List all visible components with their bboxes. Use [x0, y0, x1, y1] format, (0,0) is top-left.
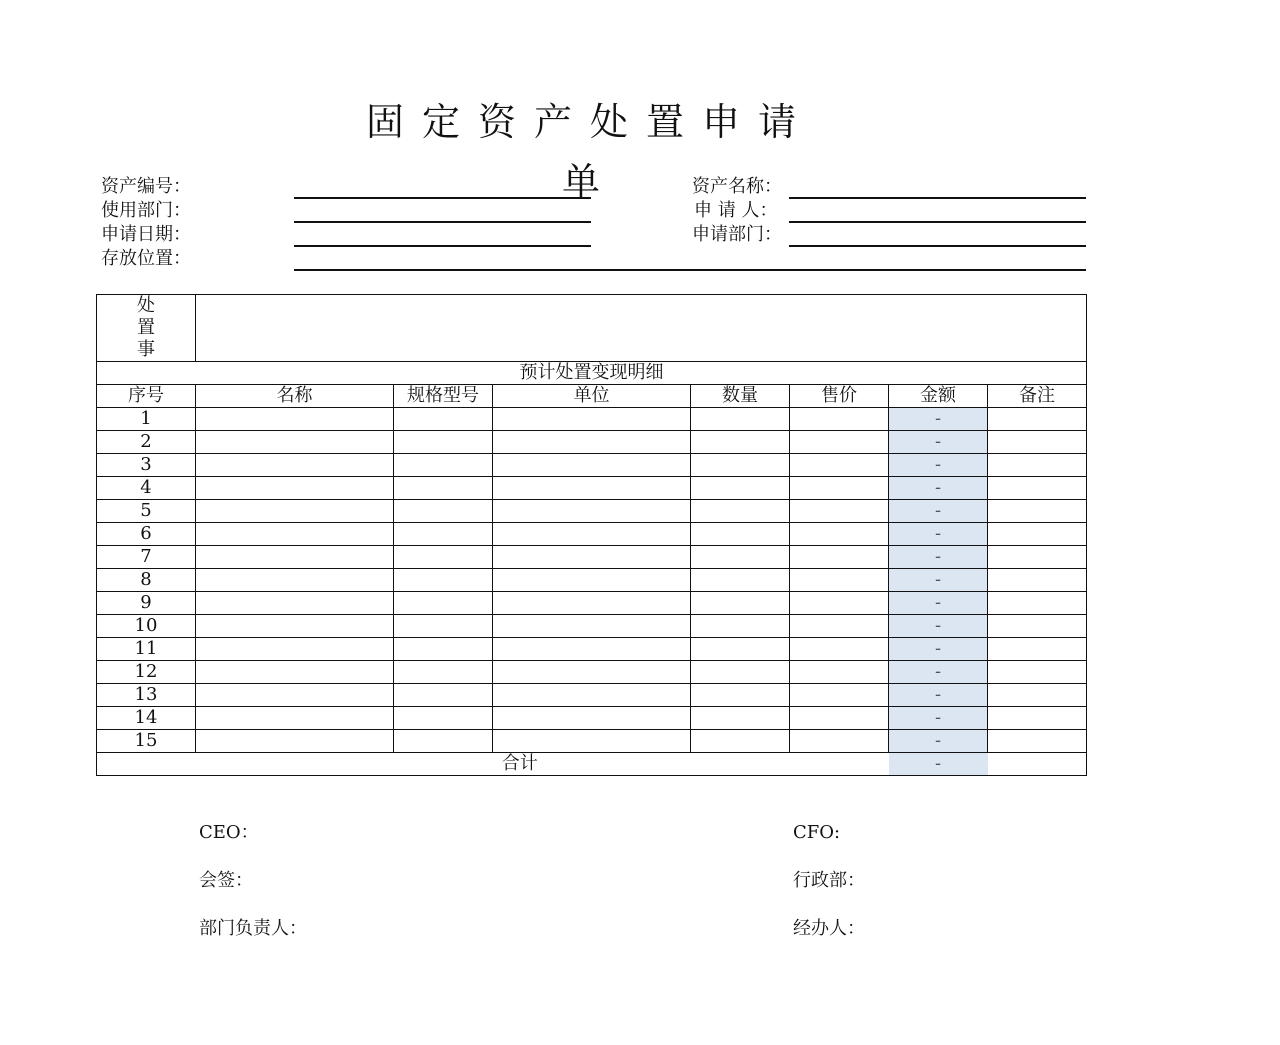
row-name-cell[interactable]: [196, 454, 394, 477]
row-price-cell[interactable]: [790, 661, 889, 684]
row-name-cell[interactable]: [196, 431, 394, 454]
row-spec-cell[interactable]: [394, 569, 493, 592]
col-header-unit: 单位: [493, 385, 691, 408]
using-department-field[interactable]: [294, 221, 591, 223]
table-row: [97, 454, 1087, 477]
row-spec-cell[interactable]: [394, 500, 493, 523]
row-price-cell[interactable]: [790, 454, 889, 477]
row-price-cell[interactable]: [790, 707, 889, 730]
form-title: 固定资产处置申请单: [365, 100, 814, 204]
disposal-matter-label: 处 置 事: [97, 295, 196, 362]
row-quantity-cell[interactable]: [691, 707, 790, 730]
row-remark-cell[interactable]: [988, 500, 1087, 523]
row-name-cell[interactable]: [196, 684, 394, 707]
row-unit-cell[interactable]: [493, 661, 691, 684]
table-row: [97, 500, 1087, 523]
cfo-signature-label: CFO:: [793, 822, 841, 843]
row-price-cell[interactable]: [790, 408, 889, 431]
row-unit-cell[interactable]: [493, 684, 691, 707]
row-remark-cell[interactable]: [988, 523, 1087, 546]
row-amount-cell: -: [889, 546, 988, 569]
row-unit-cell[interactable]: [493, 408, 691, 431]
row-price-cell[interactable]: [790, 569, 889, 592]
disposal-detail-table: [96, 294, 1087, 776]
application-date-field[interactable]: [294, 245, 591, 247]
row-spec-cell[interactable]: [394, 730, 493, 753]
total-amount: -: [889, 753, 988, 776]
row-quantity-cell[interactable]: [691, 730, 790, 753]
row-remark-cell[interactable]: [988, 638, 1087, 661]
row-remark-cell[interactable]: [988, 707, 1087, 730]
table-row: [97, 592, 1087, 615]
row-price-cell[interactable]: [790, 592, 889, 615]
row-unit-cell[interactable]: [493, 500, 691, 523]
table-row: [97, 615, 1087, 638]
row-amount-cell: -: [889, 592, 988, 615]
row-unit-cell[interactable]: [493, 638, 691, 661]
countersign-label: 会签：: [199, 870, 253, 891]
row-amount-cell: -: [889, 408, 988, 431]
row-quantity-cell[interactable]: [691, 500, 790, 523]
row-amount-cell: -: [889, 523, 988, 546]
row-remark-cell[interactable]: [988, 730, 1087, 753]
row-unit-cell[interactable]: [493, 454, 691, 477]
row-amount-cell: -: [889, 431, 988, 454]
row-unit-cell[interactable]: [493, 615, 691, 638]
using-department-label: 使用部门：: [101, 200, 191, 221]
row-no: 11: [97, 638, 196, 661]
row-quantity-cell[interactable]: [691, 431, 790, 454]
row-amount-cell: -: [889, 454, 988, 477]
row-spec-cell[interactable]: [394, 615, 493, 638]
row-name-cell[interactable]: [196, 500, 394, 523]
row-no: 7: [97, 546, 196, 569]
storage-location-field[interactable]: [294, 269, 1086, 271]
row-amount-cell: -: [889, 661, 988, 684]
row-remark-cell[interactable]: [988, 592, 1087, 615]
table-row: [97, 569, 1087, 592]
asset-name-label: 资产名称：: [692, 176, 782, 197]
table-row: [97, 431, 1087, 454]
row-name-cell[interactable]: [196, 408, 394, 431]
row-name-cell[interactable]: [196, 730, 394, 753]
row-amount-cell: -: [889, 730, 988, 753]
row-amount-cell: -: [889, 500, 988, 523]
row-amount-cell: -: [889, 615, 988, 638]
row-quantity-cell[interactable]: [691, 408, 790, 431]
row-spec-cell[interactable]: [394, 592, 493, 615]
detail-section-title: 预计处置变现明细: [97, 362, 1087, 385]
table-row: [97, 408, 1087, 431]
row-remark-cell[interactable]: [988, 454, 1087, 477]
row-no: 15: [97, 730, 196, 753]
col-header-spec: 规格型号: [394, 385, 493, 408]
row-price-cell[interactable]: [790, 546, 889, 569]
row-unit-cell[interactable]: [493, 592, 691, 615]
row-unit-cell[interactable]: [493, 546, 691, 569]
row-quantity-cell[interactable]: [691, 592, 790, 615]
row-no: 8: [97, 569, 196, 592]
row-quantity-cell[interactable]: [691, 615, 790, 638]
row-quantity-cell[interactable]: [691, 523, 790, 546]
col-header-name: 名称: [196, 385, 394, 408]
table-row: [97, 546, 1087, 569]
row-quantity-cell[interactable]: [691, 638, 790, 661]
row-price-cell[interactable]: [790, 684, 889, 707]
row-price-cell[interactable]: [790, 477, 889, 500]
table-row: [97, 477, 1087, 500]
row-name-cell[interactable]: [196, 615, 394, 638]
row-no: 3: [97, 454, 196, 477]
row-name-cell[interactable]: [196, 707, 394, 730]
row-remark-cell[interactable]: [988, 661, 1087, 684]
row-name-cell[interactable]: [196, 477, 394, 500]
row-price-cell[interactable]: [790, 730, 889, 753]
row-name-cell[interactable]: [196, 523, 394, 546]
department-head-label: 部门负责人：: [199, 918, 307, 939]
table-row: [97, 523, 1087, 546]
row-quantity-cell[interactable]: [691, 661, 790, 684]
row-name-cell[interactable]: [196, 546, 394, 569]
col-header-amount: 金额: [889, 385, 988, 408]
row-remark-cell[interactable]: [988, 431, 1087, 454]
total-remark: [988, 753, 1087, 776]
row-no: 4: [97, 477, 196, 500]
row-price-cell[interactable]: [790, 523, 889, 546]
row-amount-cell: -: [889, 684, 988, 707]
row-spec-cell[interactable]: [394, 684, 493, 707]
row-no: 9: [97, 592, 196, 615]
row-no: 6: [97, 523, 196, 546]
row-remark-cell[interactable]: [988, 408, 1087, 431]
row-quantity-cell[interactable]: [691, 684, 790, 707]
ceo-signature-label: CEO：: [199, 822, 259, 843]
disposal-matter-input[interactable]: [196, 295, 1087, 362]
row-name-cell[interactable]: [196, 569, 394, 592]
asset-number-label: 资产编号：: [101, 176, 191, 197]
row-unit-cell[interactable]: [493, 523, 691, 546]
row-price-cell[interactable]: [790, 638, 889, 661]
row-unit-cell[interactable]: [493, 431, 691, 454]
row-amount-cell: -: [889, 638, 988, 661]
table-row: [97, 661, 1087, 684]
row-unit-cell[interactable]: [493, 477, 691, 500]
admin-dept-label: 行政部：: [793, 870, 865, 891]
total-label: 合计: [97, 753, 889, 776]
table-header-row: [97, 385, 1087, 408]
row-quantity-cell[interactable]: [691, 454, 790, 477]
row-spec-cell[interactable]: [394, 707, 493, 730]
applying-department-label: 申请部门：: [692, 224, 782, 245]
row-quantity-cell[interactable]: [691, 477, 790, 500]
asset-number-field[interactable]: [294, 197, 591, 199]
row-no: 10: [97, 615, 196, 638]
applicant-label: 申 请 人：: [694, 200, 778, 221]
applicant-field[interactable]: [789, 221, 1086, 223]
row-remark-cell[interactable]: [988, 569, 1087, 592]
row-price-cell[interactable]: [790, 431, 889, 454]
row-spec-cell[interactable]: [394, 431, 493, 454]
row-no: 14: [97, 707, 196, 730]
row-remark-cell[interactable]: [988, 615, 1087, 638]
row-unit-cell[interactable]: [493, 730, 691, 753]
disposal-matter-row: [97, 295, 1087, 362]
col-header-price: 售价: [790, 385, 889, 408]
storage-location-label: 存放位置：: [101, 248, 191, 269]
row-quantity-cell[interactable]: [691, 569, 790, 592]
row-amount-cell: -: [889, 477, 988, 500]
row-spec-cell[interactable]: [394, 477, 493, 500]
row-name-cell[interactable]: [196, 592, 394, 615]
row-name-cell[interactable]: [196, 638, 394, 661]
total-row: [97, 753, 1087, 776]
table-row: [97, 684, 1087, 707]
applying-department-field[interactable]: [789, 245, 1086, 247]
row-quantity-cell[interactable]: [691, 546, 790, 569]
row-amount-cell: -: [889, 569, 988, 592]
row-spec-cell[interactable]: [394, 454, 493, 477]
table-row: [97, 730, 1087, 753]
row-unit-cell[interactable]: [493, 569, 691, 592]
col-header-quantity: 数量: [691, 385, 790, 408]
row-spec-cell[interactable]: [394, 523, 493, 546]
row-name-cell[interactable]: [196, 661, 394, 684]
asset-name-field[interactable]: [789, 197, 1086, 199]
row-price-cell[interactable]: [790, 615, 889, 638]
table-row: [97, 707, 1087, 730]
row-amount-cell: -: [889, 707, 988, 730]
row-price-cell[interactable]: [790, 500, 889, 523]
col-header-remark: 备注: [988, 385, 1087, 408]
row-no: 1: [97, 408, 196, 431]
col-header-no: 序号: [97, 385, 196, 408]
row-spec-cell[interactable]: [394, 546, 493, 569]
application-date-label: 申请日期：: [101, 224, 191, 245]
row-no: 5: [97, 500, 196, 523]
handler-label: 经办人：: [793, 918, 865, 939]
row-remark-cell[interactable]: [988, 477, 1087, 500]
row-spec-cell[interactable]: [394, 661, 493, 684]
table-row: [97, 638, 1087, 661]
row-no: 12: [97, 661, 196, 684]
row-spec-cell[interactable]: [394, 408, 493, 431]
row-remark-cell[interactable]: [988, 684, 1087, 707]
row-spec-cell[interactable]: [394, 638, 493, 661]
row-no: 2: [97, 431, 196, 454]
row-unit-cell[interactable]: [493, 707, 691, 730]
row-no: 13: [97, 684, 196, 707]
row-remark-cell[interactable]: [988, 546, 1087, 569]
